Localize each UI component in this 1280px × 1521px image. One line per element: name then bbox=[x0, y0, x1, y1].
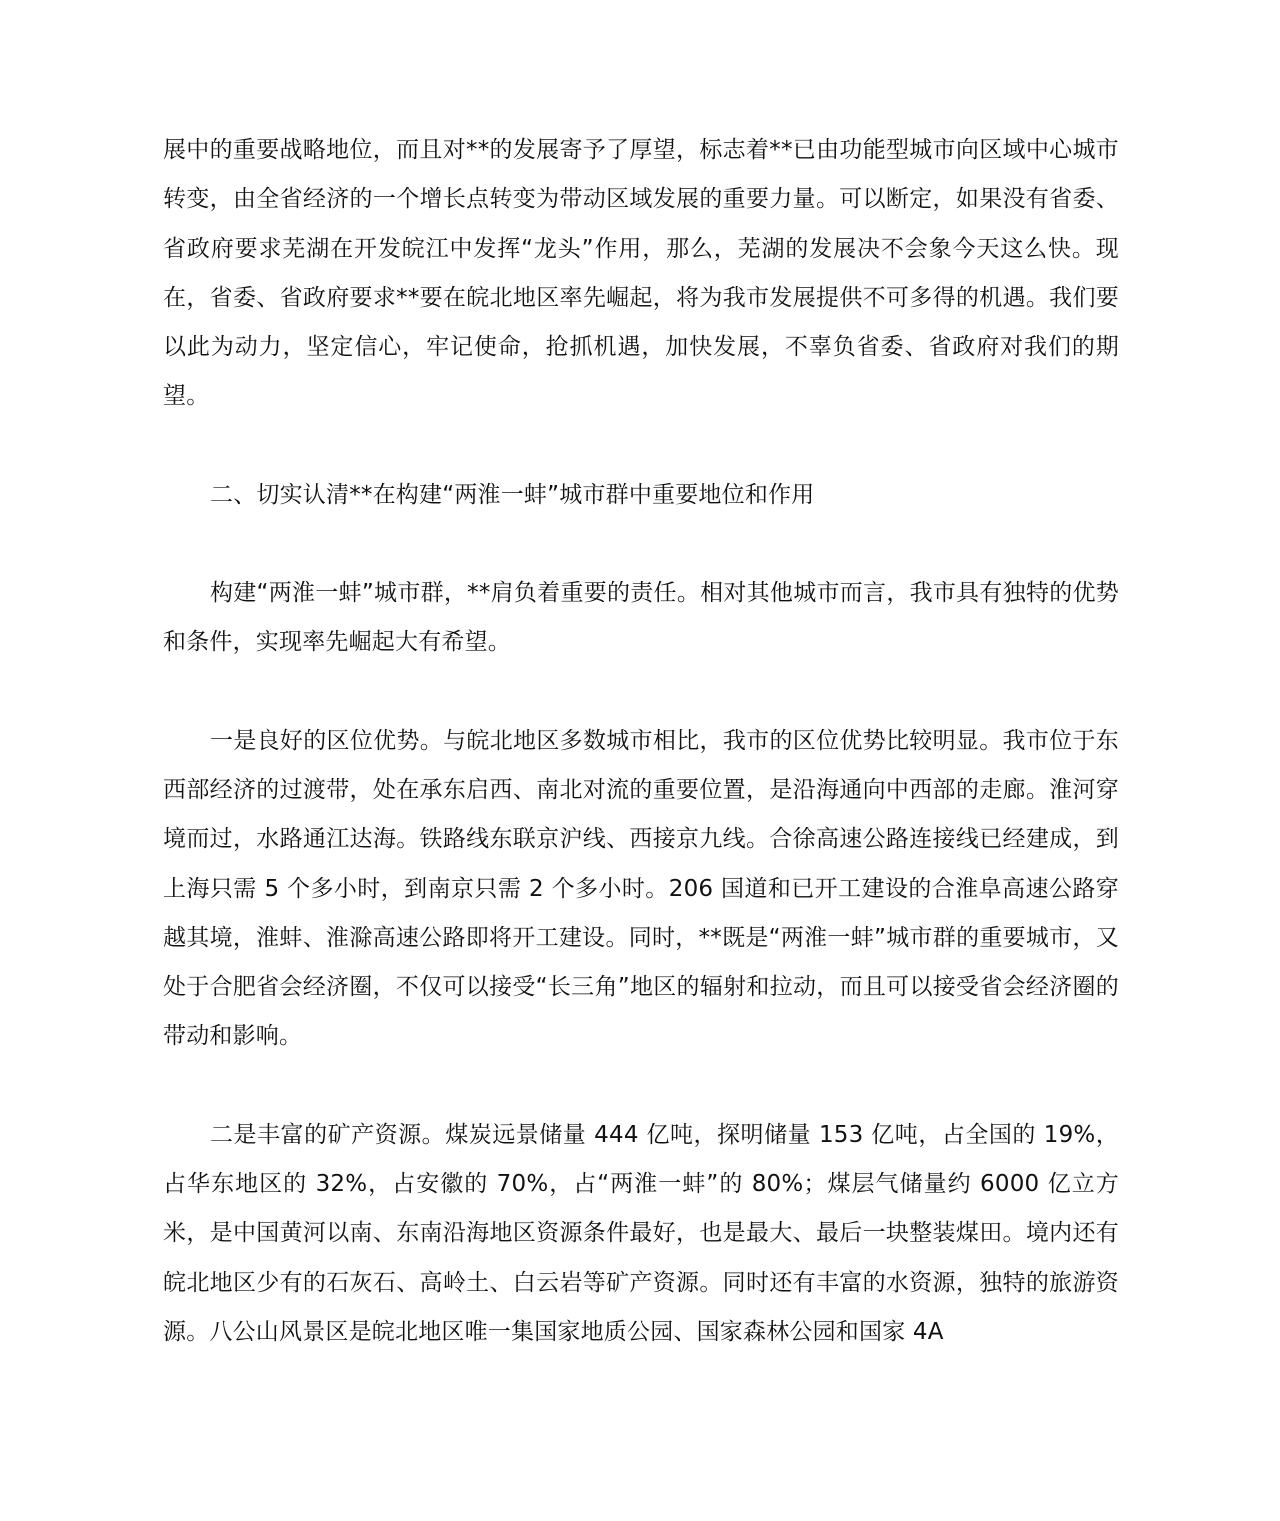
paragraph-continuation: 展中的重要战略地位，而且对**的发展寄予了厚望，标志着**已由功能型城市向区域中心城市转变，由全省经济的一个增长点转变为带动区域发展的重要力量。可以断定，如果没有省委、省政府要求芜湖在开发皖江中发挥“龙头”作用，那么，芜湖的发展决不会象今天这么快。现在，省委、省政府要求**要在皖北地区率先崛起，将为我市发展提供不可多得的机遇。我们要以此为动力，坚定信心，牢记使命，抢抓机遇，加快发展，不辜负省委、省政府对我们的期望。 bbox=[163, 137, 1119, 410]
paragraph-spacer bbox=[163, 1062, 1119, 1111]
paragraph-spacer bbox=[163, 668, 1119, 717]
paragraph-spacer bbox=[163, 520, 1119, 569]
document-body bbox=[163, 126, 1119, 1357]
section-heading: 二、切实认清**在构建“两淮一蚌”城市群中重要地位和作用 bbox=[210, 481, 815, 508]
paragraph-mineral-resources: 二是丰富的矿产资源。煤炭远景储量 444 亿吨，探明储量 153 亿吨，占全国的 19%，占华东地区的 32%，占安徽的 70%，占“两淮一蚌”的 80%；煤层气储量约 6000 亿立方米，是中国黄河以南、东南沿海地区资源条件最好，也是最大、最后一块整装煤田。境内还有皖北地区少有的石灰石、高岭土、白云岩等矿产资源。同时还有丰富的水资源，独特的旅游资源。八公山风景区是皖北地区唯一集国家地质公园、国家森林公园和国家 4A bbox=[163, 1121, 1119, 1345]
paragraph-location-advantage: 一是良好的区位优势。与皖北地区多数城市相比，我市的区位优势比较明显。我市位于东西部经济的过渡带，处在承东启西、南北对流的重要位置，是沿海通向中西部的走廊。淮河穿境而过，水路通江达海。铁路线东联京沪线、西接京九线。合徐高速公路连接线已经建成，到上海只需 5 个多小时，到南京只需 2 个多小时。206 国道和已开工建设的合淮阜高速公路穿越其境，淮蚌、淮滁高速公路即将开工建设。同时，**既是“两淮一蚌”城市群的重要城市，又处于合肥省会经济圈，不仅可以接受“长三角”地区的辐射和拉动，而且可以接受省会经济圈的带动和影响。 bbox=[163, 727, 1119, 1050]
paragraph-intro: 构建“两淮一蚌”城市群，**肩负着重要的责任。相对其他城市而言，我市具有独特的优势和条件，实现率先崛起大有希望。 bbox=[163, 580, 1119, 656]
paragraph-spacer bbox=[163, 422, 1119, 471]
